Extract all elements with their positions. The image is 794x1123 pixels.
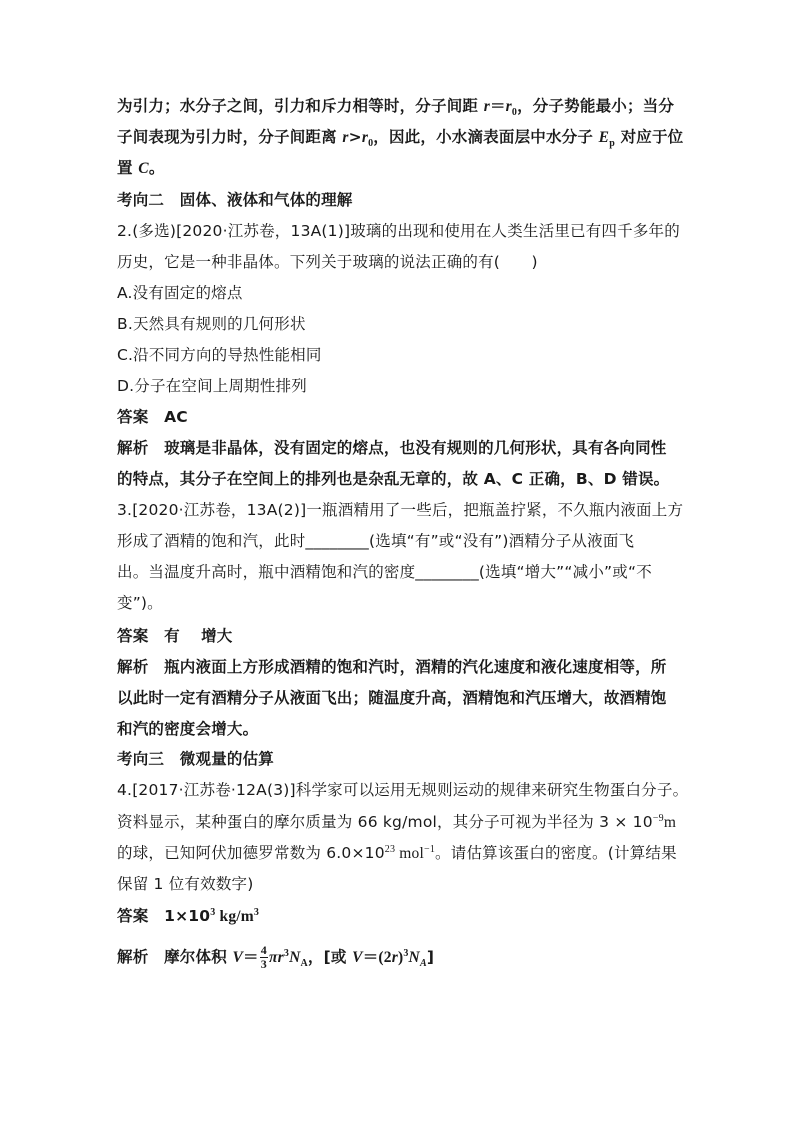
prev-analysis-line-2: 子间表现为引力时，分子间距离 $r>r_0$，因此，小水滴表面层中水分子 $E_p$ 对应于位 [117, 128, 684, 150]
q2-stem-line-2: 历史，它是一种非晶体。下列关于玻璃的说法正确的有( ) [117, 253, 538, 271]
q3-stem-line-4: 变”)。 [117, 594, 163, 612]
q4-stem-line-2: 资料显示，某种蛋白的摩尔质量为 66 kg/mol，其分子可视为半径为 $3 \times 10^{-9}m$ [117, 812, 677, 831]
q2-option-d: D.分子在空间上周期性排列 [117, 377, 307, 395]
section-heading-3: 考向三 微观量的估算 [117, 750, 275, 768]
fraction-four-thirds: $\frac{4}{3}$ [260, 943, 267, 971]
q2-option-a: A.没有固定的熔点 [117, 284, 243, 302]
q4-stem-line-3: 的球，已知阿伏加德罗常数为 $6.0\times 10^{23}$ mol$^{-1}$。请估算该蛋白的密度。(计算结果 [117, 843, 677, 862]
q2-analysis-line-2: 的特点，其分子在空间上的排列也是杂乱无章的，故 A、C 正确，B、D 错误。 [117, 470, 670, 488]
q3-analysis-line-3: 和汽的密度会增大。 [117, 720, 259, 738]
q4-analysis: 解析 摩尔体积 V＝ $\frac{4}{3}$ $\pi r^3N_A$，[或 $V=(2r)^3N_A$] [117, 943, 435, 971]
q4-stem-line-4: 保留 1 位有效数字) [117, 875, 254, 893]
q2-option-c: C.沿不同方向的导热性能相同 [117, 346, 322, 364]
q3-stem-line-3: 出。当温度升高时，瓶中酒精饱和汽的密度________(选填“增大”“减小”或“不 [117, 563, 652, 581]
q3-analysis-line-2: 以此时一定有酒精分子从液面飞出；随温度升高，酒精饱和汽压增大，故酒精饱 [117, 689, 667, 707]
q2-option-b: B.天然具有规则的几何形状 [117, 315, 306, 333]
q4-stem-line-1: 4.[2017·江苏卷·12A(3)]科学家可以运用无规则运动的规律来研究生物蛋白分子。 [117, 781, 689, 799]
q3-analysis-line-1: 解析 瓶内液面上方形成酒精的饱和汽时，酒精的汽化速度和液化速度相等，所 [117, 658, 667, 676]
section-heading-2: 考向二 固体、液体和气体的理解 [117, 191, 353, 209]
q3-answer: 答案 有 增大 [117, 627, 233, 645]
q3-stem-line-1: 3.[2020·江苏卷，13A(2)]一瓶酒精用了一些后，把瓶盖拧紧，不久瓶内液面上方 [117, 501, 684, 519]
prev-analysis-line-3: 置 C。 [117, 159, 165, 177]
q3-stem-line-2: 形成了酒精的饱和汽，此时________(选填“有”或“没有”)酒精分子从液面飞 [117, 532, 635, 550]
q2-analysis-line-1: 解析 玻璃是非晶体，没有固定的熔点，也没有规则的几何形状，具有各向同性 [117, 439, 667, 457]
prev-analysis-line-1: 为引力；水分子之间，引力和斥力相等时，分子间距 $r=r_0$，分子势能最小；当分 [117, 97, 675, 119]
q2-stem-line-1: 2.(多选)[2020·江苏卷，13A(1)]玻璃的出现和使用在人类生活里已有四千多年的 [117, 222, 680, 240]
q2-answer: 答案 AC [117, 408, 188, 426]
q4-answer: 答案 $1\times 10^3$ $kg/m^3$ [117, 906, 260, 925]
